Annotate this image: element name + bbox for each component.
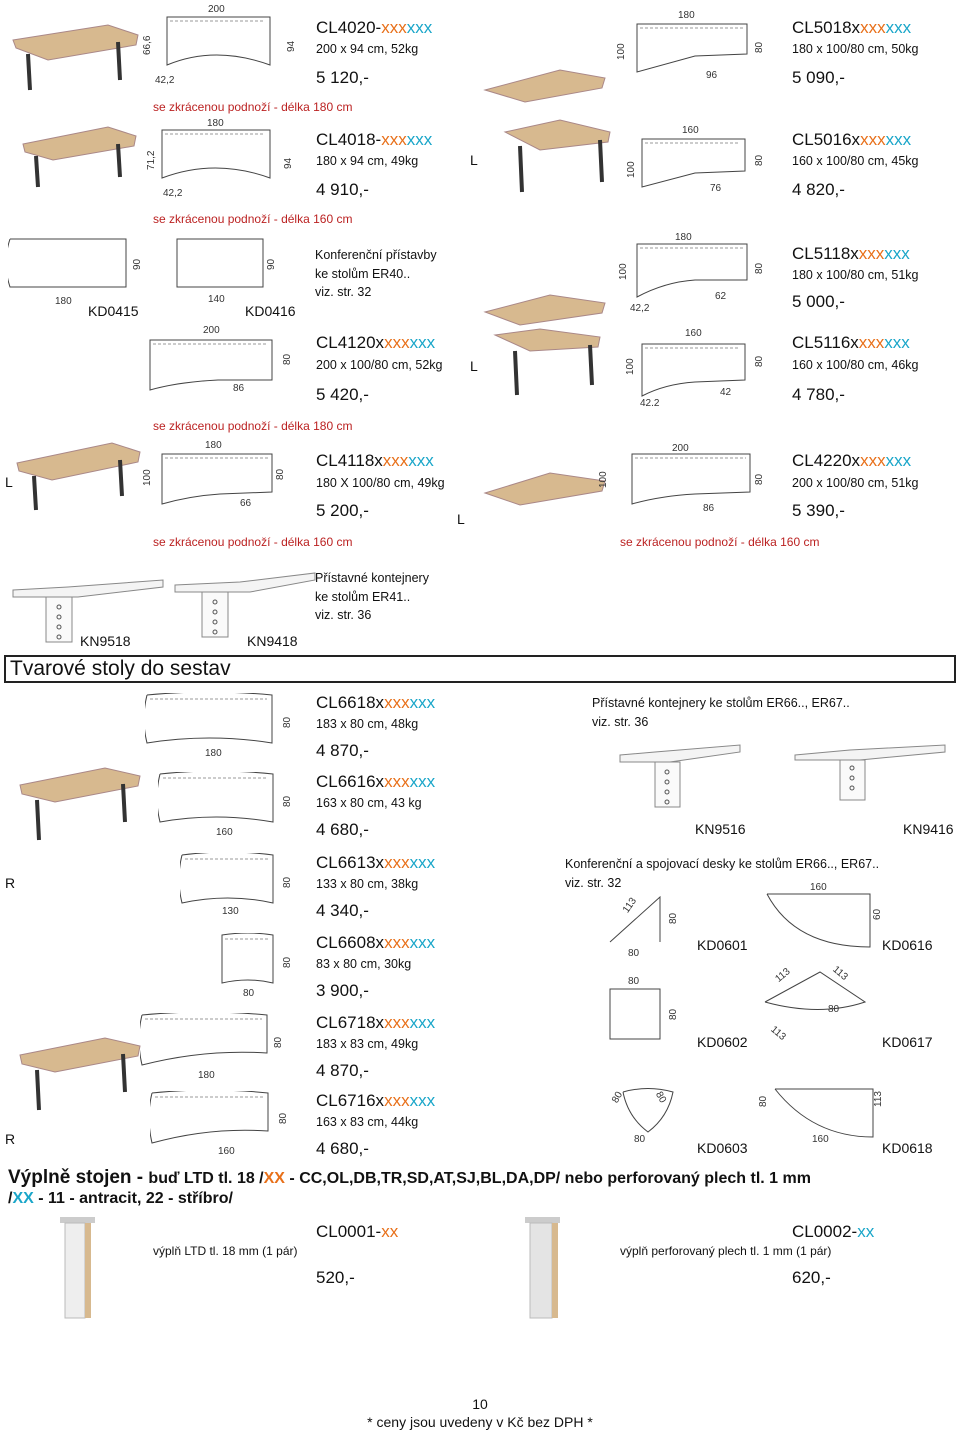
product-code: CL4118xxxxxxx	[316, 451, 434, 470]
dim-width: 180	[678, 10, 695, 21]
dim-depth2: 80	[754, 355, 765, 367]
kd0618-label: KD0618	[882, 1140, 933, 1156]
dim-inner: 42,2	[155, 75, 175, 86]
product-price: 4 820,-	[792, 180, 845, 199]
product-spec: 163 x 80 cm, 43 kg	[316, 796, 422, 810]
kont-line: Přístavné kontejnery ke stolům ER66.., ER67..	[592, 696, 850, 710]
fill-product-ltd	[0, 1210, 470, 1320]
side-label: L	[5, 474, 13, 490]
product-cl6616	[0, 767, 470, 845]
side-label: R	[5, 875, 16, 891]
desk-plan	[165, 15, 275, 70]
product-price: 5 090,-	[792, 68, 845, 87]
desk-plan	[158, 772, 276, 827]
dim: 80	[634, 1134, 646, 1145]
kd0602-label: KD0602	[697, 1034, 748, 1050]
product-price: 4 870,-	[316, 1061, 369, 1080]
dim-depth: 80	[282, 716, 293, 728]
product-code: CL0001-xx	[316, 1222, 399, 1241]
dim-width: 160	[218, 1146, 235, 1157]
dim-depth: 100	[142, 469, 153, 486]
product-code: CL5018xxxxxxx	[792, 18, 912, 37]
dim-width: 80	[243, 988, 255, 999]
dim-depth: 100	[625, 358, 636, 375]
dim-width: 180	[205, 748, 222, 759]
product-price: 4 870,-	[316, 741, 369, 760]
plech-panel-illustration	[520, 1215, 565, 1320]
dim-depth: 71,2	[146, 150, 157, 170]
dim-width: 160	[685, 328, 702, 339]
note-short: se zkrácenou podnoží - délka 160 cm	[620, 535, 820, 549]
dim: 80	[758, 1095, 769, 1107]
konf-line: Konferenční přístavby	[315, 248, 437, 262]
desk-illustration	[480, 60, 610, 120]
product-code: CL5118xxxxxxx	[792, 244, 910, 263]
dim-inner: 76	[710, 183, 722, 194]
desk-plan	[630, 452, 755, 508]
product-spec: 160 x 100/80 cm, 46kg	[792, 358, 919, 372]
dim-depth2: 80	[754, 473, 765, 485]
konf-line: viz. str. 32	[315, 285, 372, 299]
dim-inner: 42,2	[163, 188, 183, 199]
product-cl6618	[0, 688, 470, 766]
product-spec: 163 x 83 cm, 44kg	[316, 1115, 419, 1129]
dim-depth: 80	[273, 1036, 284, 1048]
dim-width: 180	[198, 1070, 215, 1081]
dim-depth: 80	[282, 795, 293, 807]
product-code: CL4120xxxxxxx	[316, 333, 436, 352]
desk-illustration	[12, 438, 142, 518]
dim: 113	[620, 895, 640, 916]
product-cl6716	[0, 1086, 470, 1162]
kd0415-label: KD0415	[88, 303, 139, 319]
desk-plan	[180, 853, 276, 908]
kont-er41	[0, 565, 470, 650]
product-price: 4 780,-	[792, 385, 845, 404]
desk-illustration	[8, 20, 143, 95]
dim-depth: 100	[598, 471, 609, 488]
dim-inner: 62	[715, 291, 727, 302]
product-cl5016	[470, 112, 960, 212]
dim-inner: 42	[720, 387, 732, 398]
desk-plan	[148, 338, 276, 393]
dim-depth: 100	[618, 263, 629, 280]
dim: 180	[55, 296, 72, 307]
product-cl6718	[0, 1008, 470, 1086]
product-cl4020	[0, 0, 470, 100]
dim-depth: 100	[626, 161, 637, 178]
konf-er66	[560, 852, 960, 1162]
product-spec: 180 x 94 cm, 49kg	[316, 154, 419, 168]
fill-product-plech	[480, 1210, 960, 1320]
product-code: CL5116xxxxxxx	[792, 333, 910, 352]
dim-depth: 80	[282, 353, 293, 365]
dim: 80	[668, 1008, 679, 1020]
product-cl5118	[480, 232, 960, 322]
kd0603-label: KD0603	[697, 1140, 748, 1156]
konf-er40	[0, 232, 470, 322]
product-cl4220	[457, 438, 960, 538]
product-code: CL6608xxxxxxx	[316, 933, 436, 952]
side-label: L	[457, 511, 465, 527]
ltd-panel-illustration	[55, 1215, 100, 1320]
fill-desc: výplň LTD tl. 18 mm (1 pár)	[153, 1244, 298, 1258]
product-cl5116	[470, 325, 960, 415]
kont-line: ke stolům ER41..	[315, 590, 411, 604]
product-code: CL4020-xxxxxx	[316, 18, 433, 37]
note-short: se zkrácenou podnoží - délka 180 cm	[153, 100, 353, 114]
product-price: 5 390,-	[792, 501, 845, 520]
desk-plan	[640, 137, 750, 192]
product-spec: 200 x 100/80 cm, 52kg	[316, 358, 443, 372]
product-code: CL0002-xx	[792, 1222, 875, 1241]
dim-depth2: 94	[283, 157, 294, 169]
dim-depth2: 80	[275, 468, 286, 480]
kd0416-plan	[175, 237, 265, 292]
product-cl6608	[0, 928, 470, 1006]
dim: 113	[768, 1024, 788, 1043]
fill-heading-2: /XX - 11 - antracit, 22 - stříbro/	[8, 1190, 233, 1207]
dim-inner2: 42.2	[640, 398, 660, 409]
dim-width: 130	[222, 906, 239, 917]
dim: 160	[810, 882, 827, 893]
dim-inner: 96	[706, 70, 718, 81]
desk-illustration	[490, 325, 610, 400]
kn9418-illustration	[170, 570, 320, 640]
desk-plan	[160, 128, 275, 183]
product-code: CL6618xxxxxxx	[316, 693, 436, 712]
product-spec: 180 x 100/80 cm, 51kg	[792, 268, 919, 282]
desk-plan	[640, 342, 750, 400]
note-short: se zkrácenou podnoží - délka 160 cm	[153, 212, 353, 226]
kn9516-label: KN9516	[695, 821, 746, 837]
product-price: 4 340,-	[316, 901, 369, 920]
product-spec: 160 x 100/80 cm, 45kg	[792, 154, 919, 168]
product-price: 3 900,-	[316, 981, 369, 1000]
kont-line: viz. str. 36	[592, 715, 649, 729]
dim: 90	[132, 258, 143, 270]
dim: 80	[628, 948, 640, 959]
kont-line: Přístavné kontejnery	[315, 571, 429, 585]
dim-depth: 80	[278, 1112, 289, 1124]
product-code: CL5016xxxxxxx	[792, 130, 912, 149]
dim-depth2: 80	[754, 262, 765, 274]
kont-er66	[565, 690, 960, 840]
product-spec: 133 x 80 cm, 38kg	[316, 877, 419, 891]
fill-heading: Výplně stojen - buď LTD tl. 18 /XX - CC,OL,DB,TR,SD,AT,SJ,BL,DA,DP/ nebo perforovaný plech tl. 1 mm	[8, 1167, 811, 1188]
product-price: 4 680,-	[316, 820, 369, 839]
dim: 160	[812, 1134, 829, 1145]
product-spec: 180 X 100/80 cm, 49kg	[316, 476, 445, 490]
kd0616-label: KD0616	[882, 937, 933, 953]
dim-inner: 66	[240, 498, 252, 509]
desk-illustration	[480, 463, 610, 523]
product-cl4118	[0, 438, 470, 538]
product-price: 5 420,-	[316, 385, 369, 404]
desk-illustration	[18, 122, 138, 192]
dim-inner: 86	[233, 383, 245, 394]
kn9416-illustration	[790, 740, 950, 805]
dim: 90	[266, 258, 277, 270]
kd0601-label: KD0601	[697, 937, 748, 953]
desk-plan	[635, 242, 750, 302]
kd0617-label: KD0617	[882, 1034, 933, 1050]
product-cl4120	[0, 325, 470, 415]
kd0603-plan	[618, 1087, 678, 1137]
section-title: Tvarové stoly do sestav	[4, 655, 956, 683]
desk-plan	[220, 933, 276, 988]
dim-width: 180	[207, 118, 224, 129]
product-code: CL6613xxxxxxx	[316, 853, 436, 872]
kn9416-label: KN9416	[903, 821, 954, 837]
dim-depth2: 94	[286, 40, 297, 52]
product-price: 4 910,-	[316, 180, 369, 199]
product-price: 4 680,-	[316, 1139, 369, 1158]
desk-illustration	[500, 112, 620, 202]
kd0415-plan	[8, 237, 128, 292]
dim: 113	[873, 1091, 884, 1107]
dim-width: 200	[672, 443, 689, 454]
dim: 80	[610, 1089, 626, 1106]
desk-plan	[150, 1091, 272, 1146]
kont-line: viz. str. 36	[315, 608, 372, 622]
product-spec: 183 x 80 cm, 48kg	[316, 717, 419, 731]
dim: 113	[830, 964, 850, 983]
dim-depth: 100	[616, 43, 627, 60]
kd0416-label: KD0416	[245, 303, 296, 319]
product-cl4018	[0, 112, 470, 212]
dim: 80	[828, 1004, 840, 1015]
note-short: se zkrácenou podnoží - délka 160 cm	[153, 535, 353, 549]
desk-plan	[160, 452, 275, 508]
dim-width: 180	[205, 440, 222, 451]
kn9518-label: KN9518	[80, 633, 131, 649]
product-code: CL4220xxxxxxx	[792, 451, 912, 470]
product-price: 5 200,-	[316, 501, 369, 520]
dim-depth: 80	[282, 876, 293, 888]
note-short: se zkrácenou podnoží - délka 180 cm	[153, 419, 353, 433]
page-number: 10	[472, 1396, 488, 1412]
side-label: L	[470, 152, 478, 168]
kn9418-label: KN9418	[247, 633, 298, 649]
dim: 140	[208, 294, 225, 305]
dim-depth2: 80	[754, 41, 765, 53]
dim-depth2: 80	[754, 154, 765, 166]
product-spec: 183 x 83 cm, 49kg	[316, 1037, 419, 1051]
dim-width: 180	[675, 232, 692, 243]
product-price: 520,-	[316, 1268, 355, 1287]
desk-plan	[140, 1013, 270, 1068]
kd0616-plan	[765, 892, 875, 952]
dim: 113	[773, 966, 793, 985]
product-code: CL6716xxxxxxx	[316, 1091, 436, 1110]
footer-note: * ceny jsou uvedeny v Kč bez DPH *	[367, 1414, 593, 1430]
side-label: L	[470, 358, 478, 374]
product-spec: 180 x 100/80 cm, 50kg	[792, 42, 919, 56]
product-spec: 200 x 94 cm, 52kg	[316, 42, 419, 56]
dim-depth: 80	[282, 956, 293, 968]
product-code: CL6718xxxxxxx	[316, 1013, 436, 1032]
dim-width: 160	[216, 827, 233, 838]
fill-desc: výplň perforovaný plech tl. 1 mm (1 pár)	[620, 1244, 832, 1258]
product-spec: 200 x 100/80 cm, 51kg	[792, 476, 919, 490]
kn9516-illustration	[615, 740, 745, 810]
product-cl5018	[480, 0, 960, 100]
dim-width: 200	[208, 4, 225, 15]
dim: 60	[872, 908, 883, 920]
dim: 80	[668, 912, 679, 924]
dim-inner2: 42,2	[630, 303, 650, 314]
konf-line: ke stolům ER40..	[315, 267, 411, 281]
product-price: 620,-	[792, 1268, 831, 1287]
dim: 80	[653, 1089, 669, 1106]
product-cl6613	[0, 848, 470, 926]
product-price: 5 120,-	[316, 68, 369, 87]
desk-plan	[635, 22, 750, 77]
dim-inner: 86	[703, 503, 715, 514]
kd0602-plan	[608, 987, 663, 1042]
dim-width: 160	[682, 125, 699, 136]
dim-depth: 66,6	[142, 35, 153, 55]
konf-line: Konferenční a spojovací desky ke stolům ER66.., ER67..	[565, 857, 880, 871]
product-price: 5 000,-	[792, 292, 845, 311]
konf-line: viz. str. 32	[565, 876, 622, 890]
product-code: CL6616xxxxxxx	[316, 772, 436, 791]
product-spec: 83 x 80 cm, 30kg	[316, 957, 412, 971]
dim-width: 200	[203, 325, 220, 336]
product-code: CL4018-xxxxxx	[316, 130, 433, 149]
desk-plan	[145, 693, 275, 748]
dim: 80	[628, 976, 640, 987]
side-label: R	[5, 1131, 16, 1147]
